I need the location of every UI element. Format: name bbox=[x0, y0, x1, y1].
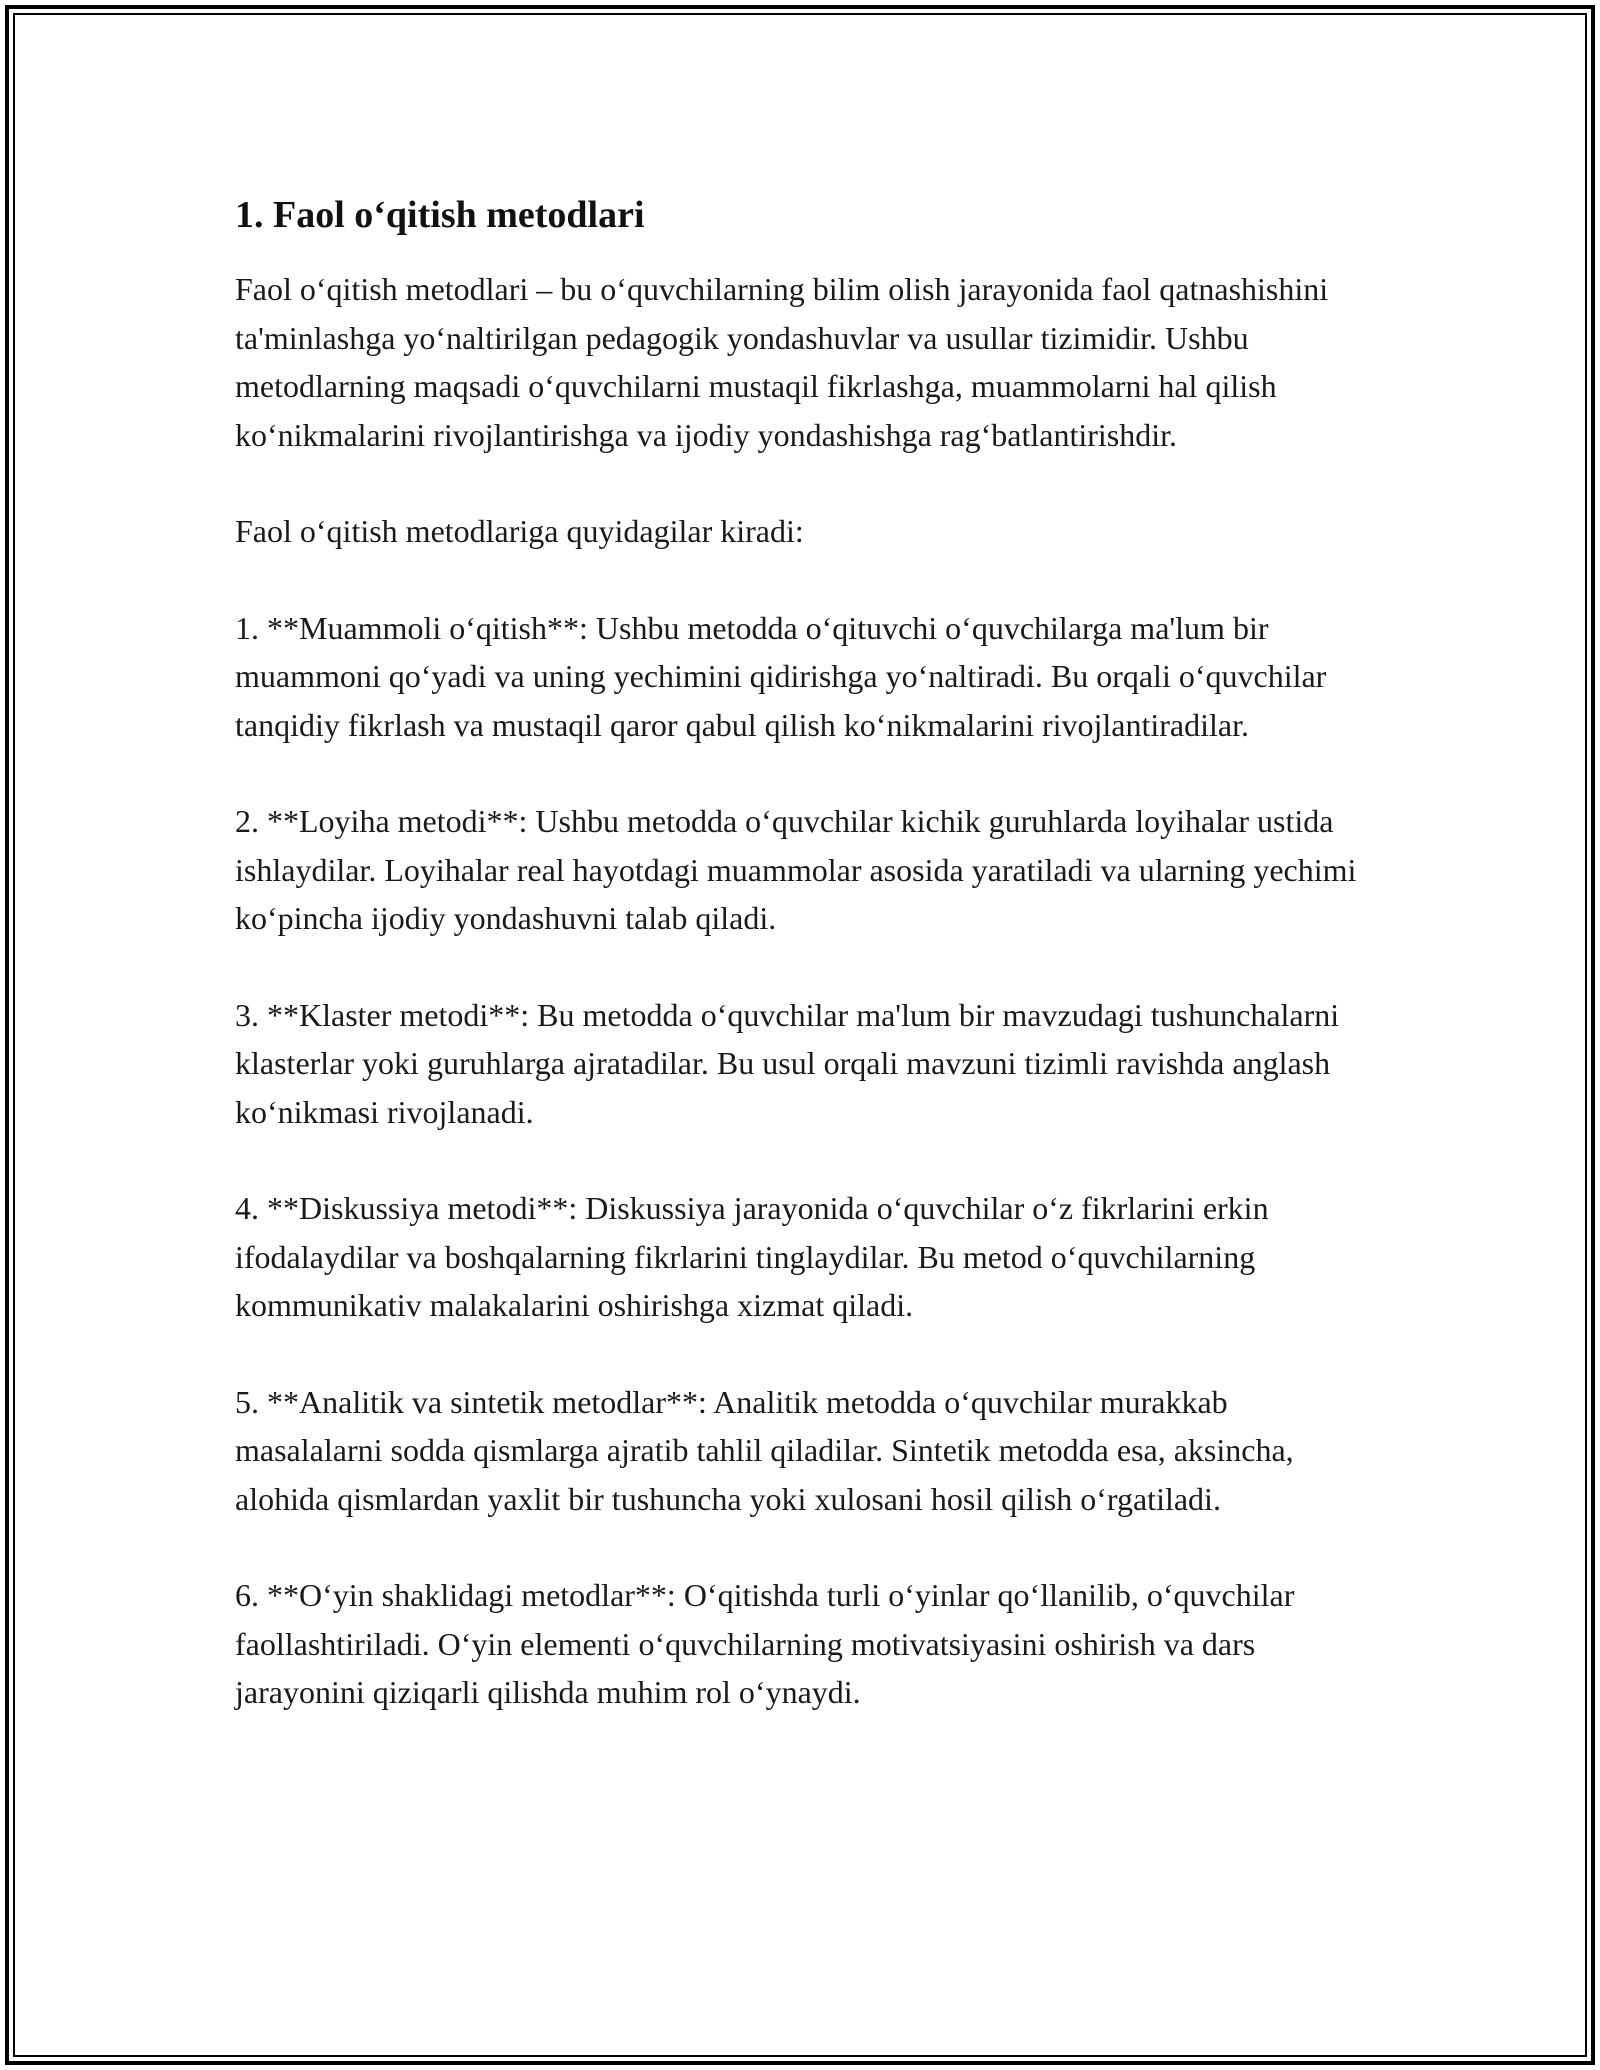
list-intro-paragraph: Faol o‘qitish metodlariga quyidagilar kiradi: bbox=[235, 513, 804, 549]
method-item-5: 5. **Analitik va sintetik metodlar**: Analitik metodda o‘quvchilar murakkab masalalarni sodda qismlarga ajratib tahlil qiladilar. Sintetik metodda esa, aksincha, alohida qismlardan yaxlit bir tushuncha yoki xulosani hosil qilish o‘rgatiladi. bbox=[235, 1383, 1294, 1517]
section-heading: 1. Faol o‘qitish metodlari bbox=[235, 194, 645, 236]
method-item-6: 6. **O‘yin shaklidagi metodlar**: O‘qitishda turli o‘yinlar qo‘llanilib, o‘quvchilar faollashtiriladi. O‘yin elementi o‘quvchilarning motivatsiyasini oshirish va dars jarayonini qiziqarli qilishda muhim rol o‘ynaydi. bbox=[235, 1577, 1295, 1710]
method-item-1: 1. **Muammoli o‘qitish**: Ushbu metodda o‘qituvchi o‘quvchilarga ma'lum bir muammoni qo‘yadi va uning yechimini qidirishga yo‘naltiradi. Bu orqali o‘quvchilar tanqidiy fikrlash va mustaqil qaror qabul qilish ko‘nikmalarini rivojlantiradilar. bbox=[235, 609, 1327, 743]
intro-paragraph: Faol o‘qitish metodlari – bu o‘quvchilarning bilim olish jarayonida faol qatnashishini ta'minlashga yo‘naltirilgan pedagogik yondashuvlar va usullar tizimidir. Ushbu metodlarning maqsadi o‘quvchilarni mustaqil fikrlashga, muammolarni hal qilish ko‘nikmalarini rivojlantirishga va ijodiy yondashishga rag‘batlantirishdir. bbox=[235, 271, 1329, 453]
document-body bbox=[235, 185, 1375, 1765]
method-item-3: 3. **Klaster metodi**: Bu metodda o‘quvchilar ma'lum bir mavzudagi tushunchalarni klasterlar yoki guruhlarga ajratadilar. Bu usul orqali mavzuni tizimli ravishda anglash ko‘nikmasi rivojlanadi. bbox=[235, 996, 1340, 1130]
method-item-4: 4. **Diskussiya metodi**: Diskussiya jarayonida o‘quvchilar o‘z fikrlarini erkin ifodalaydilar va boshqalarning fikrlarini tinglaydilar. Bu metod o‘quvchilarning kommunikativ malakalarini oshirishga xizmat qiladi. bbox=[235, 1190, 1269, 1323]
method-item-2: 2. **Loyiha metodi**: Ushbu metodda o‘quvchilar kichik guruhlarda loyihalar ustida ishlaydilar. Loyihalar real hayotdagi muammolar asosida yaratiladi va ularning yechimi ko‘pincha ijodiy yondashuvni talab qiladi. bbox=[235, 803, 1357, 936]
